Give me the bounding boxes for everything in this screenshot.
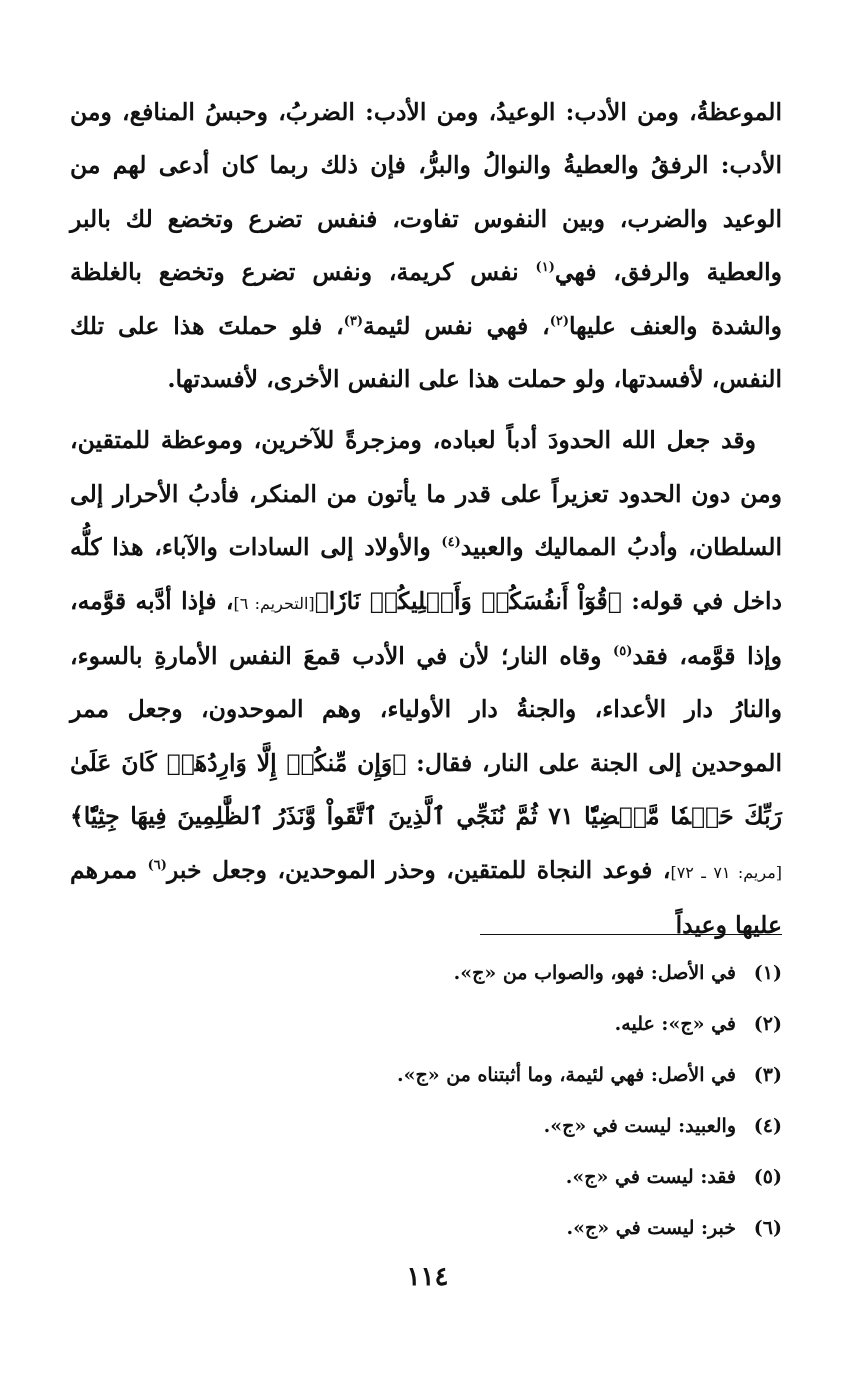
footnote-text: في الأصل: فهو، والصواب من «ج». — [453, 962, 736, 984]
footnote-marker-6: (٦) — [147, 857, 167, 873]
footnote-number: (٦) — [753, 1217, 782, 1239]
page-number: ١١٤ — [406, 1262, 449, 1292]
footnote-marker-2: (٢) — [549, 313, 569, 329]
footnote-text: والعبيد: ليست في «ج». — [543, 1115, 736, 1137]
footnote-text: في «ج»: عليه. — [614, 1013, 736, 1035]
text-run: والأولاد إلى السادات والآباء، هذا كلُّه داخل في قوله: — [70, 533, 783, 615]
footnote-marker-5: (٥) — [613, 644, 633, 660]
text-run: ، فهي نفس لئيمة — [363, 311, 550, 340]
footnotes-list — [200, 948, 782, 1254]
text-run: ، فإذا أدَّبه قوَّمه، وإذا قوَّمه، فقد — [70, 586, 783, 671]
text-run: ، فلو حملتَ هذا على تلك النفس، لأفسدتها، ولو حملت هذا على النفس الأخرى، لأفسدتها. — [70, 311, 782, 394]
quran-verse-tahrim: ﴿قُوٓاْ أَنفُسَكُمۡ وَأَهۡلِيكُمۡ نَارٗا﴾ — [314, 586, 622, 615]
text-run: ، فوعد النجاة للمتقين، وحذر الموحدين، وجعل خبر — [166, 855, 671, 884]
text-run: الموعظةُ، ومن الأدب: الوعيدُ، ومن الأدب: الضربُ، وحبسُ المنافع، ومن الأدب: الرفقُ والعطيةُ والنوالُ والبرُّ، فإن ذلك ربما كان أدعى لهم من الوعيد والضرب، وبين النفوس تفاوت، فنفس تضرع وتخضع لك بالبر والعطية والرفق، فهي — [70, 98, 783, 287]
footnote-number: (٣) — [753, 1064, 782, 1086]
text-run: وقد جعل الله الحدودَ أدباً لعباده، ومزجرةً للآخرين، وموعظة للمتقين، ومن دون الحدود تعزيراً على قدر ما يأتون من المنكر، فأدبُ الأحرار إلى السلطان، وأدبُ المماليك والعبيد — [70, 426, 783, 562]
footnote-marker-1: (١) — [535, 260, 555, 276]
footnote-text: فقد: ليست في «ج». — [565, 1166, 736, 1188]
footnote-number: (٢) — [753, 1013, 782, 1035]
footnote-separator — [480, 934, 782, 935]
footnote-item — [200, 1203, 782, 1254]
footnote-item — [200, 1152, 782, 1203]
footnote-number: (٤) — [753, 1115, 782, 1137]
footnote-marker-4: (٤) — [441, 535, 461, 551]
footnote-item — [200, 999, 782, 1050]
verse-citation-maryam: [مريم: ٧١ ـ ٧٢] — [670, 862, 783, 882]
footnote-number: (٥) — [753, 1166, 782, 1188]
main-text — [70, 86, 782, 953]
footnote-number: (١) — [753, 962, 782, 984]
text-run: نفس كريمة، ونفس تضرع وتخضع بالغلظة والشدة والعنف عليها — [70, 258, 782, 340]
footnote-item — [200, 1101, 782, 1152]
paragraph-1 — [70, 86, 782, 406]
footnote-marker-3: (٣) — [343, 313, 363, 329]
footnote-text: في الأصل: فهي لئيمة، وما أثبتناه من «ج». — [396, 1064, 736, 1086]
text-run: ممرهم عليها وعيداً — [70, 855, 782, 940]
footnote-text: خبر: ليست في «ج». — [566, 1217, 736, 1239]
footnote-item — [200, 1050, 782, 1101]
quran-verse-maryam: ﴿وَإِن مِّنكُمۡ إِلَّا وَارِدُهَاۚ كَانَ عَلَىٰ رَبِّكَ حَتۡمٗا مَّقۡضِيّٗا ٧١ ثُمَّ نُنَجِّي ٱلَّذِينَ ٱتَّقَواْ وَّنَذَرُ ٱلظَّٰلِمِينَ فِيهَا جِثِيّٗا﴾ — [70, 748, 783, 831]
footnote-item — [200, 948, 782, 999]
text-run: وقاه النار؛ لأن في الأدب قمعَ النفس الأمارةِ بالسوء، والنارُ دار الأعداء، والجنةُ دار الأولياء، وهم الموحدون، وجعل ممر الموحدين إلى الجنة على النار، فقال: — [70, 642, 782, 777]
verse-citation-tahrim: [التحريم: ٦] — [233, 593, 315, 613]
paragraph-2 — [70, 414, 782, 952]
